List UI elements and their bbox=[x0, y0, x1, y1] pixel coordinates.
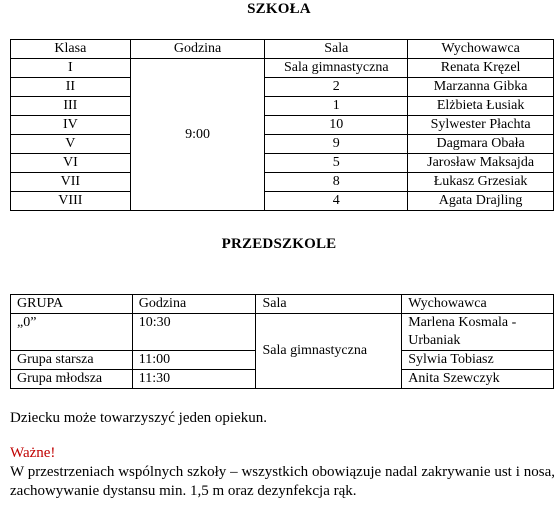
sala-cell: Sala gimnastyczna bbox=[265, 59, 408, 78]
teacher-cell: Sylwia Tobiasz bbox=[402, 351, 554, 370]
header-sala: Sala bbox=[265, 40, 408, 59]
table-row bbox=[11, 154, 554, 173]
header-godzina: Godzina bbox=[130, 40, 265, 59]
teacher-cell: Anita Szewczyk bbox=[402, 370, 554, 389]
sala-cell: 2 bbox=[265, 78, 408, 97]
teacher-cell: Marzanna Gibka bbox=[408, 78, 554, 97]
table-row bbox=[11, 78, 554, 97]
table-row bbox=[11, 116, 554, 135]
teacher-cell: Dagmara Obała bbox=[408, 135, 554, 154]
teacher-cell: Sylwester Płachta bbox=[408, 116, 554, 135]
time-cell: 9:00 bbox=[130, 59, 265, 211]
table-header-row bbox=[11, 295, 554, 314]
warning-title: Ważne! bbox=[10, 445, 56, 461]
teacher-cell: Elżbieta Łusiak bbox=[408, 97, 554, 116]
teacher-cell: Marlena Kosmala - Urbaniak bbox=[402, 314, 554, 351]
school-schedule-table bbox=[10, 39, 554, 211]
table-row bbox=[11, 314, 554, 351]
klasa-cell: VII bbox=[11, 173, 131, 192]
header-wychowawca: Wychowawca bbox=[402, 295, 554, 314]
table-header-row bbox=[11, 40, 554, 59]
school-heading: SZKOŁA bbox=[247, 1, 311, 17]
table-row bbox=[11, 192, 554, 211]
group-cell: Grupa młodsza bbox=[11, 370, 133, 389]
teacher-cell: Agata Drajling bbox=[408, 192, 554, 211]
sala-cell: 5 bbox=[265, 154, 408, 173]
klasa-cell: III bbox=[11, 97, 131, 116]
teacher-cell: Łukasz Grzesiak bbox=[408, 173, 554, 192]
group-cell: „0” bbox=[11, 314, 133, 351]
klasa-cell: VI bbox=[11, 154, 131, 173]
klasa-cell: VIII bbox=[11, 192, 131, 211]
header-klasa: Klasa bbox=[11, 40, 131, 59]
time-cell: 10:30 bbox=[132, 314, 256, 351]
table-row bbox=[11, 173, 554, 192]
header-godzina: Godzina bbox=[132, 295, 256, 314]
warning-text: W przestrzeniach wspólnych szkoły – wszystkich obowiązuje nadal zakrywanie ust i nosa, zachowywanie dystansu min. 1,5 m oraz dezynfekcja rąk. bbox=[10, 464, 555, 499]
sala-cell: 10 bbox=[265, 116, 408, 135]
klasa-cell: I bbox=[11, 59, 131, 78]
table-row bbox=[11, 97, 554, 116]
time-cell: 11:00 bbox=[132, 351, 256, 370]
sala-cell: 4 bbox=[265, 192, 408, 211]
klasa-cell: V bbox=[11, 135, 131, 154]
sala-cell: 9 bbox=[265, 135, 408, 154]
sala-cell: 1 bbox=[265, 97, 408, 116]
table-row bbox=[11, 59, 554, 78]
header-wychowawca: Wychowawca bbox=[408, 40, 554, 59]
time-cell: 11:30 bbox=[132, 370, 256, 389]
teacher-cell: Renata Kręzel bbox=[408, 59, 554, 78]
header-sala: Sala bbox=[256, 295, 402, 314]
klasa-cell: IV bbox=[11, 116, 131, 135]
group-cell: Grupa starsza bbox=[11, 351, 133, 370]
preschool-schedule-table bbox=[10, 294, 554, 389]
table-row bbox=[11, 135, 554, 154]
teacher-cell: Jarosław Maksajda bbox=[408, 154, 554, 173]
header-grupa: GRUPA bbox=[11, 295, 133, 314]
guardian-note: Dziecku może towarzyszyć jeden opiekun. bbox=[10, 410, 267, 426]
sala-cell: 8 bbox=[265, 173, 408, 192]
klasa-cell: II bbox=[11, 78, 131, 97]
preschool-heading: PRZEDSZKOLE bbox=[221, 236, 337, 252]
sala-cell: Sala gimnastyczna bbox=[256, 314, 402, 389]
